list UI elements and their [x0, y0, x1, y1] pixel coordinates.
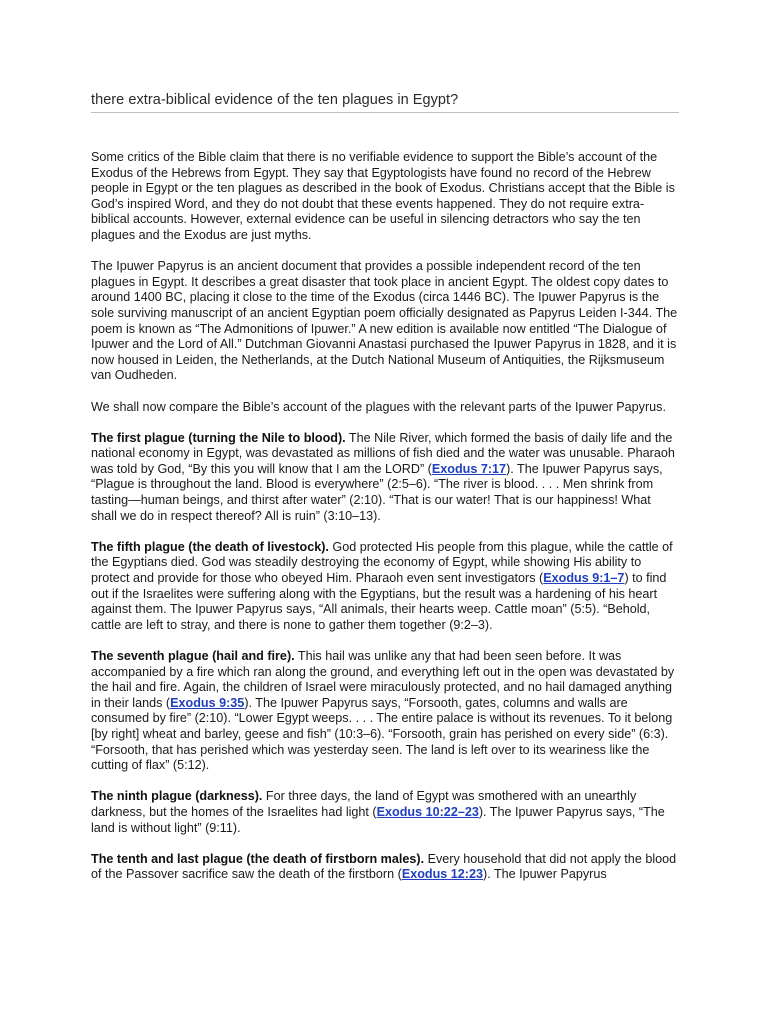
fifth-plague-heading: The fifth plague (the death of livestock). — [91, 539, 329, 554]
tenth-plague-text-2: ). The Ipuwer Papyrus — [483, 867, 607, 882]
ninth-plague-text-2: ). The Ipuwer Papyrus says, “The land is without light” (9:11). — [91, 804, 665, 835]
ninth-plague-paragraph — [91, 789, 679, 836]
intro-paragraph: Some critics of the Bible claim that there is no verifiable evidence to support the Bible’s account of the Exodus of the Hebrews from Egypt. They say that Egyptologists have found no record of the Hebrew people in Egypt or the ten plagues as described in the book of Exodus. Christians accept that the Bible is God’s inspired Word, and they do not doubt that these events happened. They do not require extra-biblical accounts. However, external evidence can be useful in silencing detractors who say the ten plagues and the Exodus are just myths. — [91, 150, 675, 242]
seventh-plague-text-2: ). The Ipuwer Papyrus says, “Forsooth, gates, columns and walls are consumed by fire” (2:10). “Lower Egypt weeps. . . . The entire palace is without its revenues. To it belong [by right] wheat and barley, geese and fish” (10:3–6). “Forsooth, grain has perished on every side” (6:3). “Forsooth, that has perished which was yesterday seen. The land is left over to its weariness like the cutting of flax” (5:12). — [91, 695, 673, 773]
tenth-plague-text-1: Every household that did not apply the blood of the Passover sacrifice saw the death of the firstborn ( — [91, 851, 677, 882]
ninth-plague-heading: The ninth plague (darkness). — [91, 789, 263, 804]
ipuwer-paragraph: The Ipuwer Papyrus is an ancient document that provides a possible independent record of the ten plagues in Egypt. It describes a great disaster that took place in ancient Egypt. The oldest copy dates to around 1400 BC, placing it close to the time of the Exodus (circa 1446 BC). The Ipuwer Papyrus is the sole surviving manuscript of an ancient Egyptian poem officially designated as Papyrus Leiden I-344. The poem is known as “The Admonitions of Ipuwer.” A new edition is available now entitled “The Dialogue of Ipuwer and the Lord of All.” Dutchman Giovanni Anastasi purchased the Ipuwer Papyrus in 1828, and it is now housed in Leiden, the Netherlands, at the Dutch National Museum of Antiquities, the Rijksmuseum van Oudheden. — [91, 259, 678, 383]
document-title: there extra-biblical evidence of the ten plagues in Egypt? — [91, 92, 679, 113]
exodus-9-35-link[interactable]: Exodus 9:35 — [170, 695, 245, 710]
seventh-plague-heading: The seventh plague (hail and fire). — [91, 649, 295, 663]
fifth-plague-paragraph — [91, 540, 679, 634]
tenth-plague-paragraph — [91, 852, 679, 883]
document-body — [91, 150, 679, 883]
first-plague-text-1: The Nile River, which formed the basis of daily life and the national economy in Egypt, was devastated as millions of fish died and the water was unusable. Pharaoh was told by God, “By this you will know that I am the LORD” ( — [91, 430, 675, 476]
ninth-plague-text-1: For three days, the land of Egypt was smothered with an unearthly darkness, but the homes of the Israelites had light ( — [91, 789, 637, 819]
fifth-plague-text-1: God protected His people from this plague, while the cattle of the Egyptians died. God was steadily destroying the economy of Egypt, while showing His ability to protect and provide for those who obeyed Him. Pharaoh even sent investigators ( — [91, 539, 673, 586]
seventh-plague-paragraph — [91, 649, 679, 774]
exodus-10-22-23-link[interactable]: Exodus 10:22–23 — [376, 804, 479, 819]
seventh-plague-text-1: This hail was unlike any that had been seen before. It was accompanied by a fire which ran along the ground, and everything left out in the open was devastated by the hail and fire. Again, the children of Israel were miraculously protected, and no hail damaged anything in their lands ( — [91, 649, 675, 710]
first-plague-heading: The first plague (turning the Nile to blood). — [91, 430, 346, 445]
document-page — [91, 92, 679, 899]
fifth-plague-text-2: ) to find out if the Israelites were suffering along with the Egyptians, but the result was a hardening of his heart against them. The Ipuwer Papyrus says, “All animals, their hearts weep. Cattle moan” (5:5). “Behold, cattle are left to stray, and there is none to gather them together (9:2–3). — [91, 571, 667, 632]
tenth-plague-heading: The tenth and last plague (the death of firstborn males). — [91, 851, 425, 866]
first-plague-paragraph — [91, 431, 679, 525]
first-plague-text-2: ). The Ipuwer Papyrus says, “Plague is throughout the land. Blood is everywhere” (2:5–6). “The river is blood. . . . Men shrink from tasting—human beings, and thirst after water” (2:10). “That is our water! That is our happiness! What shall we do in respect thereof? All is ruin” (3:10–13). — [91, 461, 663, 523]
compare-paragraph: We shall now compare the Bible’s account of the plagues with the relevant parts of the Ipuwer Papyrus. — [91, 399, 666, 414]
exodus-12-23-link[interactable]: Exodus 12:23 — [401, 867, 484, 882]
exodus-7-17-link[interactable]: Exodus 7:17 — [431, 461, 507, 476]
exodus-9-1-7-link[interactable]: Exodus 9:1–7 — [543, 571, 625, 586]
